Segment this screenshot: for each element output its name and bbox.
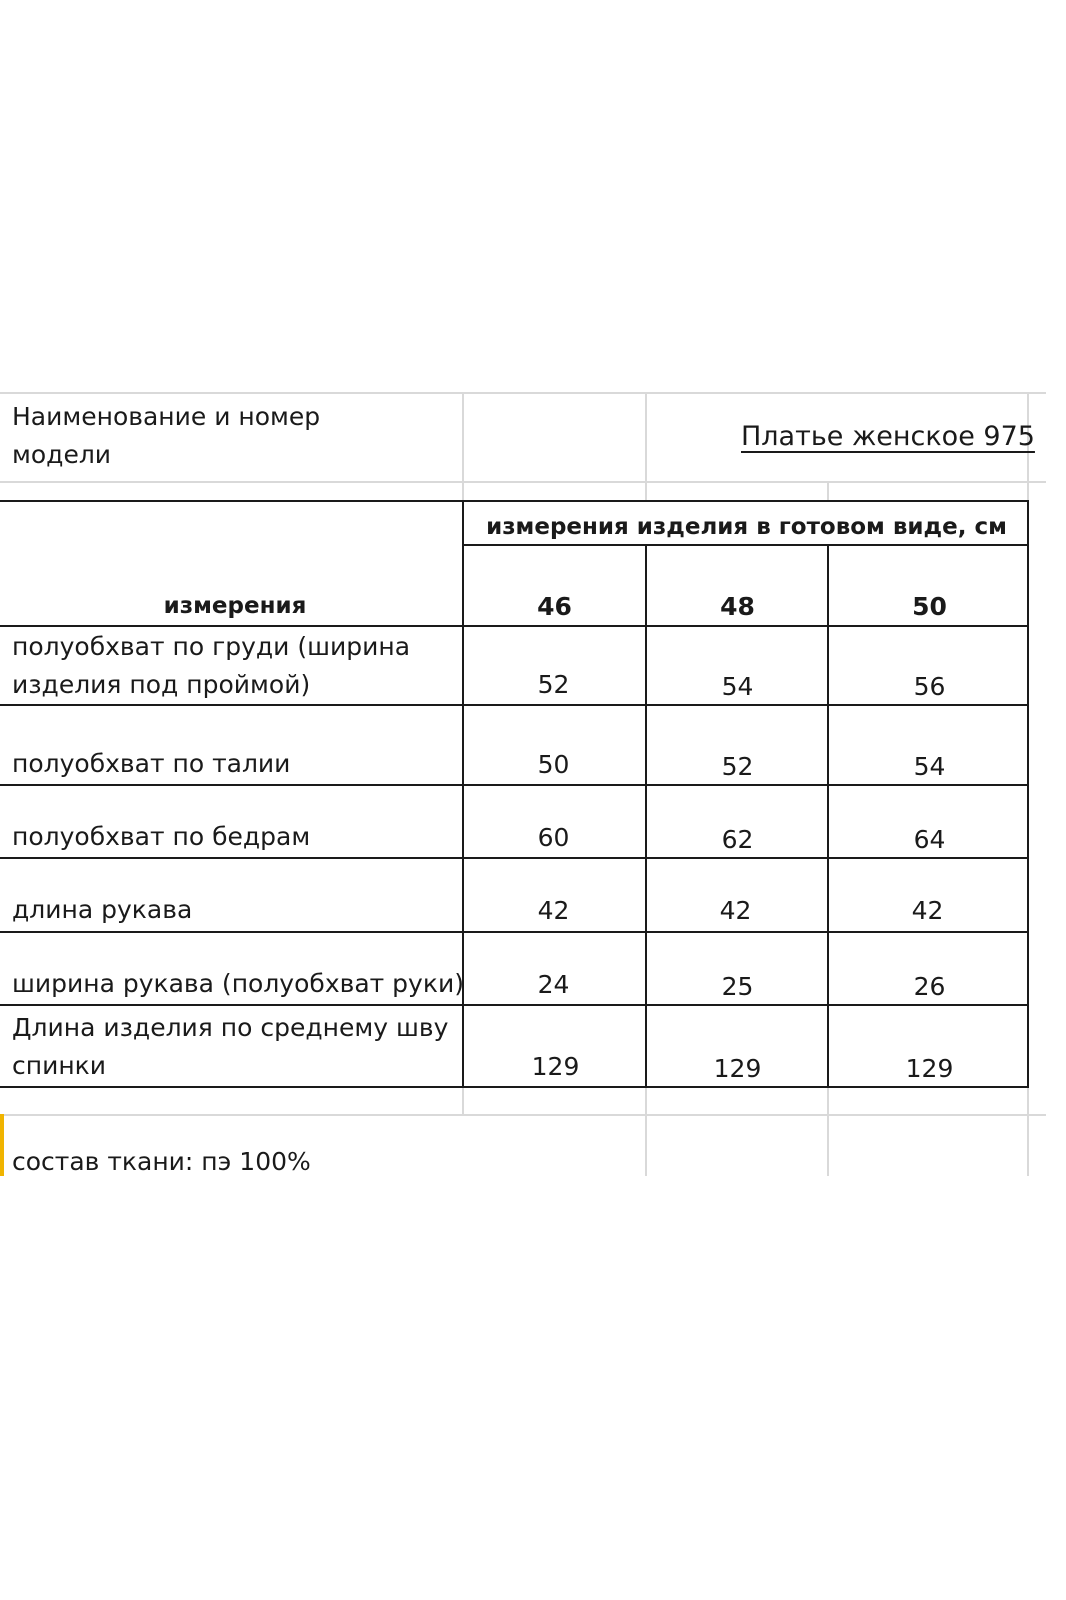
gridline [462,1088,464,1114]
cell-sleeve-width-46[interactable]: 24 [537,970,570,999]
table-border [0,857,1029,859]
table-border [0,1086,1029,1088]
cell-chest-50[interactable]: 56 [913,672,946,701]
cell-back-length-48[interactable]: 129 [713,1054,762,1083]
group-header[interactable]: измерения изделия в готовом виде, см [486,514,1007,540]
row-label-line: Длина изделия по среднему шву [12,1013,449,1042]
row-header[interactable]: измерения [163,593,307,619]
selection-marker [0,1114,4,1176]
size-48[interactable]: 48 [720,592,755,621]
row-label-line: полуобхват по груди (ширина [12,632,411,661]
row-label-chest[interactable] [12,628,410,704]
row-label-hips[interactable]: полуобхват по бедрам [12,822,311,851]
size-46[interactable]: 46 [537,592,572,621]
model-name[interactable]: Платье женское 975 [741,421,1035,452]
gridline [827,1088,829,1176]
fabric-composition[interactable]: состав ткани: пэ 100% [12,1147,311,1176]
gridline [1027,1088,1029,1176]
gridline [645,392,647,500]
gridline [0,1114,1046,1116]
cell-back-length-50[interactable]: 129 [905,1054,954,1083]
gridline [462,392,464,500]
table-border [0,625,1029,627]
model-label-line2: модели [12,440,112,469]
cell-hips-46[interactable]: 60 [537,823,570,852]
cell-back-length-46[interactable]: 129 [531,1052,580,1081]
cell-sleeve-length-48[interactable]: 42 [719,896,752,925]
model-label[interactable] [12,398,320,474]
gridline [827,481,829,501]
row-label-sleeve-width[interactable]: ширина рукава (полуобхват руки) [12,969,464,998]
cell-sleeve-width-50[interactable]: 26 [913,972,946,1001]
cell-sleeve-length-46[interactable]: 42 [537,896,570,925]
cell-waist-50[interactable]: 54 [913,752,946,781]
row-label-sleeve-length[interactable]: длина рукава [12,895,193,924]
table-border [1027,500,1029,1088]
table-border [827,544,829,1088]
cell-sleeve-length-50[interactable]: 42 [911,896,944,925]
table-border [0,784,1029,786]
cell-hips-50[interactable]: 64 [913,825,946,854]
table-border [645,544,647,1088]
row-label-waist[interactable]: полуобхват по талии [12,749,291,778]
table-border [0,500,1029,502]
table-border [0,931,1029,933]
cell-sleeve-width-48[interactable]: 25 [721,972,754,1001]
row-label-line: спинки [12,1051,107,1080]
cell-waist-46[interactable]: 50 [537,750,570,779]
row-label-back-length[interactable] [12,1009,448,1085]
gridline [0,481,1046,483]
model-label-line1: Наименование и номер [12,402,321,431]
table-border [0,704,1029,706]
gridline [0,392,1046,394]
cell-hips-48[interactable]: 62 [721,825,754,854]
table-border [0,1004,1029,1006]
cell-chest-46[interactable]: 52 [537,670,570,699]
gridline [645,1088,647,1176]
cell-waist-48[interactable]: 52 [721,752,754,781]
cell-chest-48[interactable]: 54 [721,672,754,701]
row-label-line: изделия под проймой) [12,670,311,699]
size-50[interactable]: 50 [912,592,947,621]
